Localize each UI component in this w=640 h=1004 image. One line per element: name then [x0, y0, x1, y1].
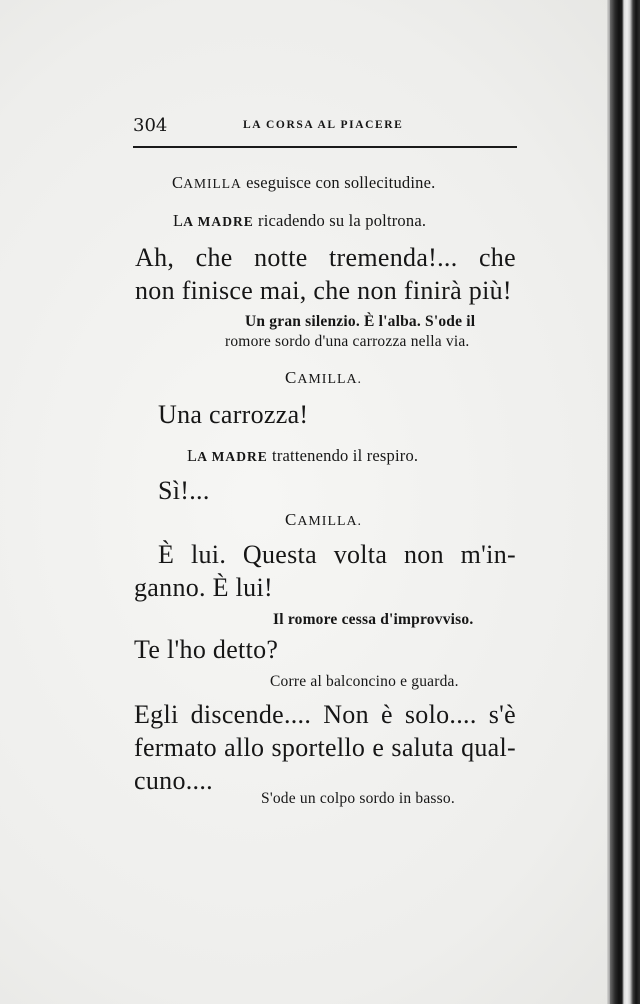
dialogue-line: non finisce mai, che non finirà più!: [135, 276, 512, 305]
stage-direction: LA MADRE ricadendo su la poltrona.: [173, 211, 427, 230]
stage-direction: LA MADRE trattenendo il respiro.: [187, 446, 419, 465]
stage-direction: Corre al balconcino e guarda.: [270, 673, 459, 690]
stage-direction: Un gran silenzio. È l'alba. S'ode il: [245, 313, 476, 330]
dialogue-line: È lui. Questa volta non m'in-: [158, 540, 516, 569]
stage-direction: Il romore cessa d'improvviso.: [273, 611, 474, 628]
dialogue-line: Sì!...: [158, 476, 210, 505]
stage-direction: S'ode un colpo sordo in basso.: [261, 790, 455, 807]
character-name: LA MADRE: [173, 211, 254, 230]
dialogue-line: cuno....: [134, 766, 213, 795]
running-title: LA CORSA AL PIACERE: [243, 119, 404, 131]
character-name: CAMILLA: [172, 173, 242, 192]
dialogue-line: Una carrozza!: [158, 400, 309, 429]
page-header: [133, 115, 519, 141]
dialogue-line: ganno. È lui!: [134, 573, 273, 602]
dialogue-line: Egli discende.... Non è solo.... s'è: [134, 700, 516, 729]
character-name: LA MADRE: [187, 446, 268, 465]
speaker-heading: CAMILLA.: [285, 368, 363, 387]
header-rule: [133, 146, 517, 148]
page-number: 304: [133, 115, 168, 136]
stage-direction: romore sordo d'una carrozza nella via.: [225, 333, 470, 350]
book-spine: [610, 0, 640, 1004]
dialogue-line: fermato allo sportello e saluta qual-: [134, 733, 516, 762]
speaker-heading: CAMILLA.: [285, 510, 363, 529]
stage-direction: CAMILLA eseguisce con sollecitudine.: [172, 173, 436, 192]
dialogue-line: Ah, che notte tremenda!... che: [135, 243, 516, 272]
dialogue-line: Te l'ho detto?: [134, 635, 279, 664]
